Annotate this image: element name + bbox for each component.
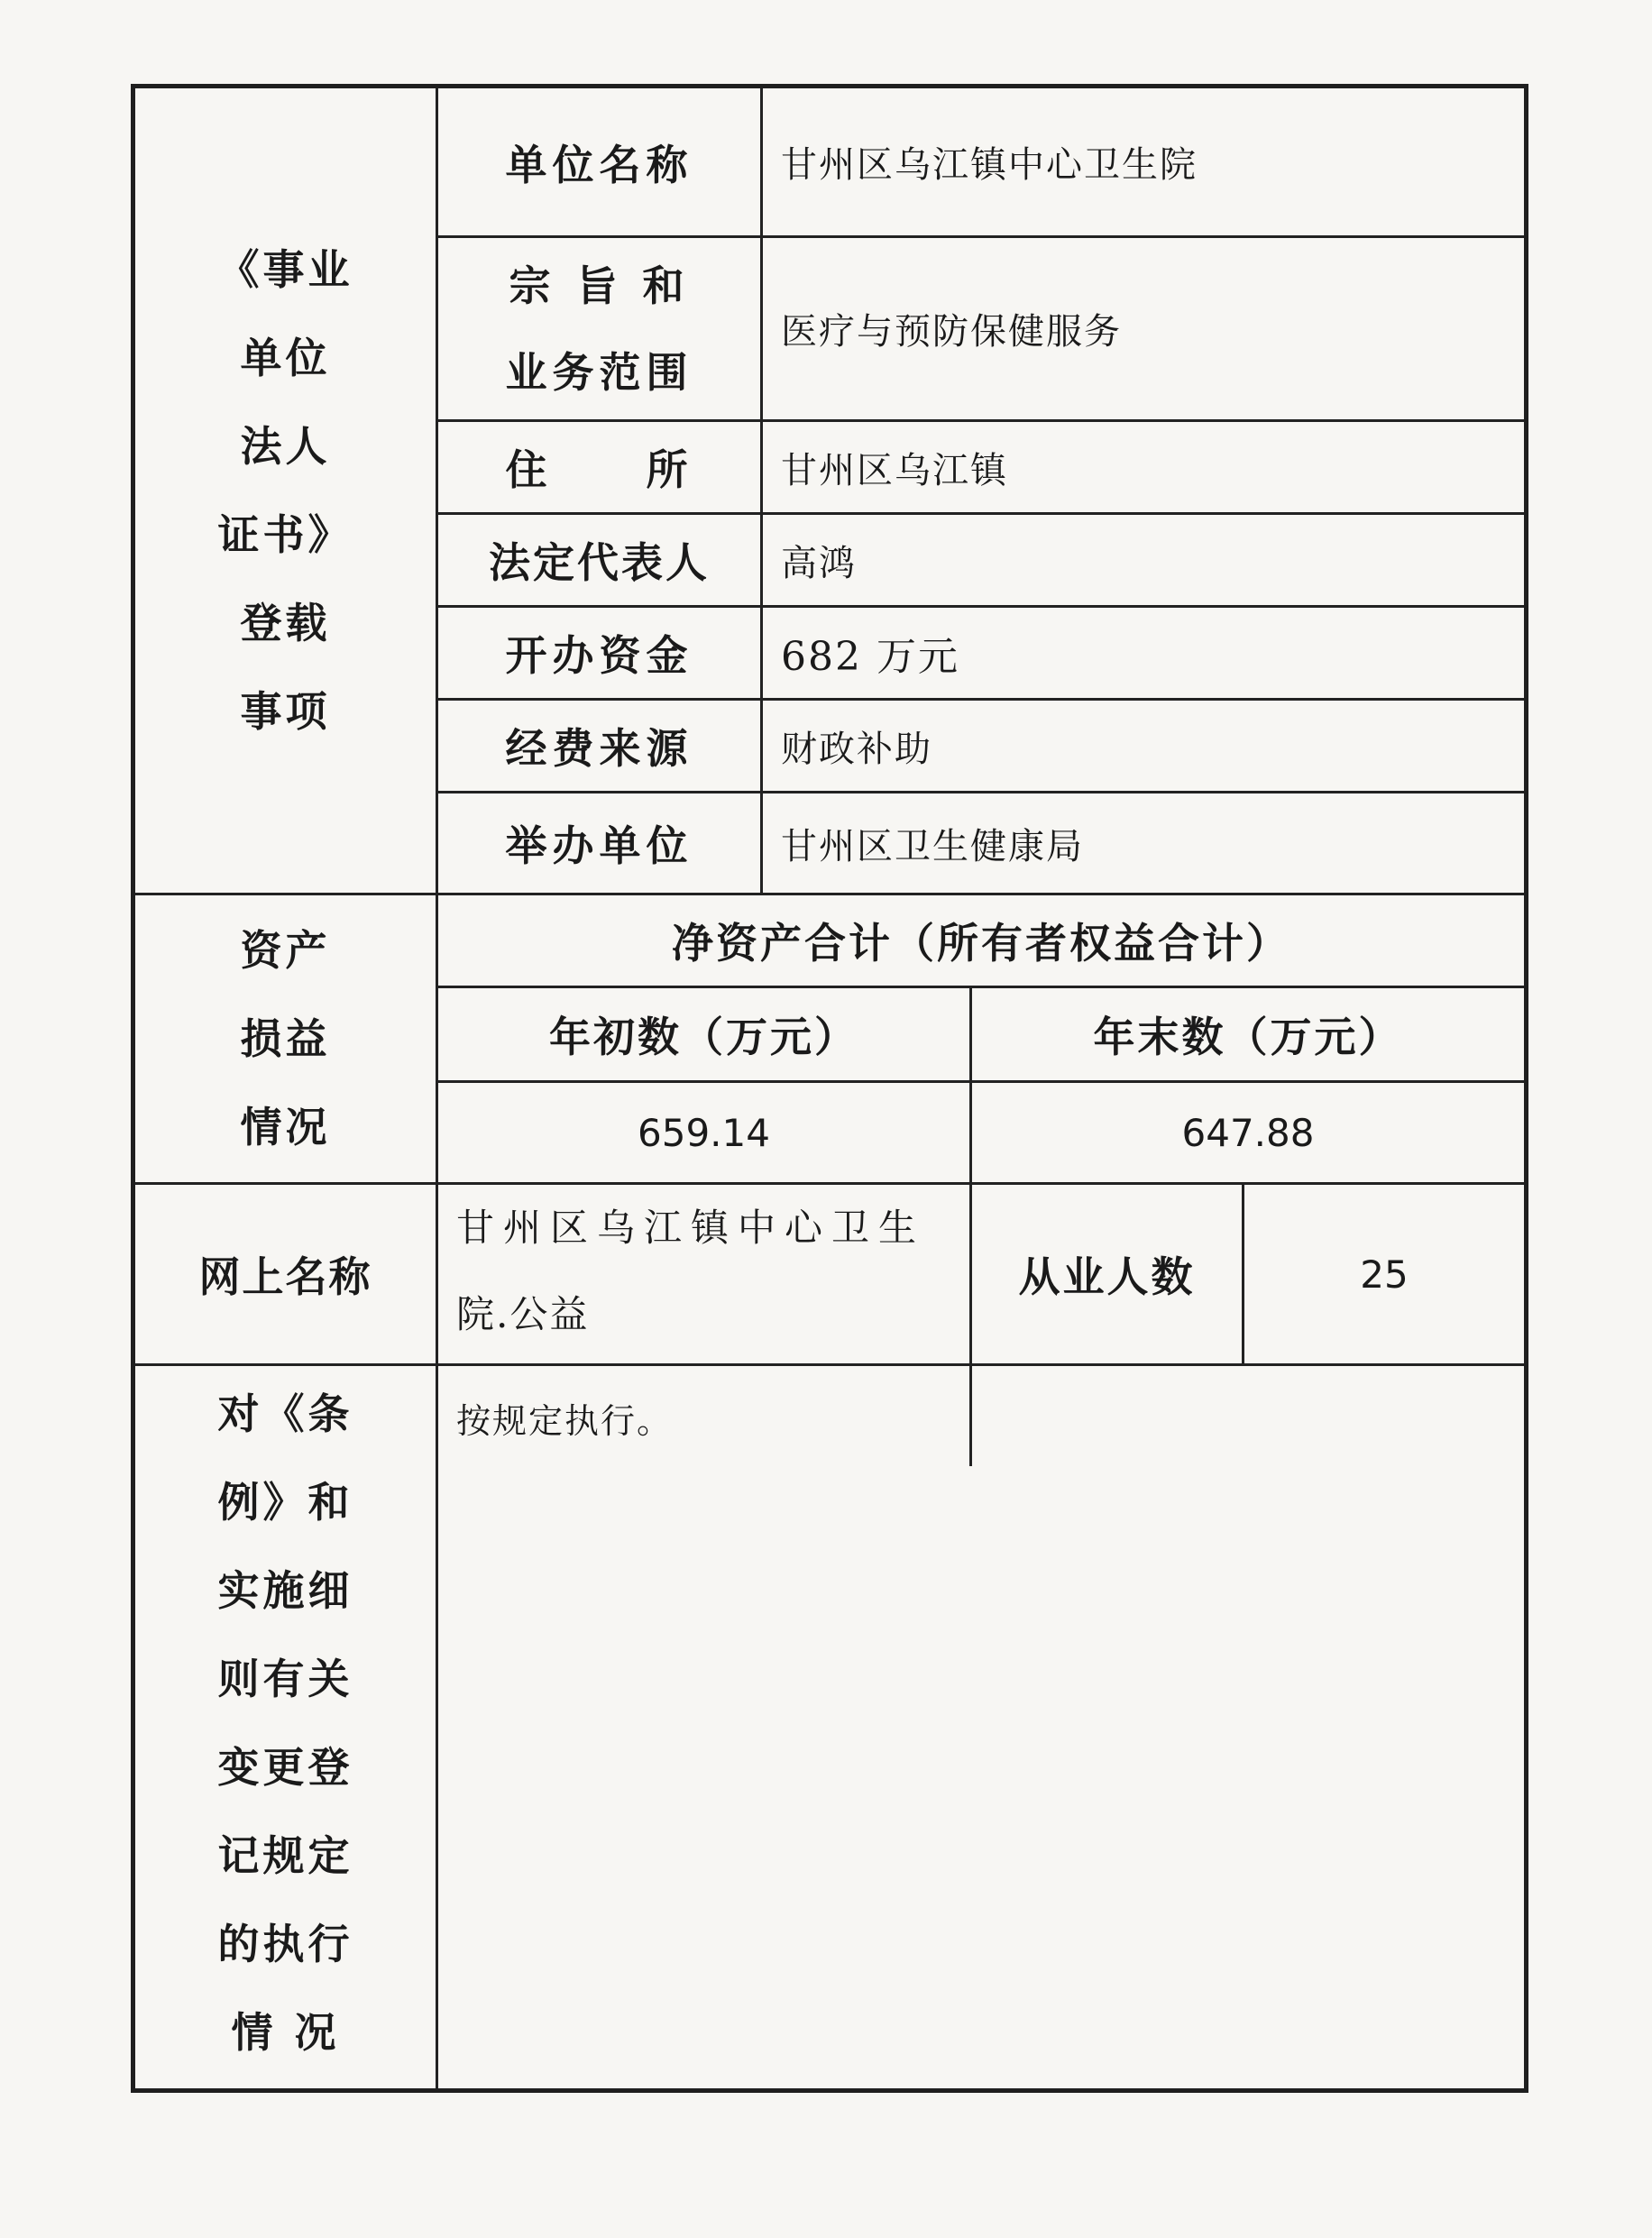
start-of-year-value: 659.14: [638, 1110, 770, 1155]
online-name-value: [438, 1185, 969, 1363]
label-line: 单位: [240, 334, 331, 382]
label-line: 损益: [240, 1014, 331, 1063]
registration-form-table: [131, 84, 1528, 2093]
label-line: 业务范围: [505, 347, 693, 397]
capital-label: 开办资金: [505, 631, 693, 680]
label-line: 《事业: [217, 245, 353, 294]
legal-rep-value: 高鸿: [781, 542, 857, 584]
label-line: 记规定: [217, 1831, 353, 1880]
label-line: 事项: [240, 687, 331, 736]
label-line: 例》和: [217, 1478, 353, 1527]
registration-section-label: [135, 88, 436, 893]
start-of-year-label: 年初数（万元）: [549, 1013, 858, 1061]
address-label: 住 所: [505, 445, 693, 494]
legal-rep-label: 法定代表人: [489, 538, 710, 587]
unit-name-label: 单位名称: [505, 140, 693, 189]
sponsor-label: 举办单位: [505, 821, 693, 870]
unit-name-value: 甘州区乌江镇中心卫生院: [781, 144, 1198, 186]
purpose-scope-label: [438, 238, 760, 419]
value-line: 甘州区乌江镇中心卫生: [456, 1206, 926, 1250]
online-name-label: 网上名称: [198, 1252, 372, 1301]
assets-section-label: [135, 895, 436, 1182]
label-line: 实施细: [217, 1566, 353, 1615]
label-line: 法人: [240, 422, 331, 471]
end-of-year-label: 年末数（万元）: [1093, 1013, 1403, 1061]
compliance-section-label: [135, 1366, 436, 2088]
label-line: 对《条: [217, 1390, 353, 1438]
end-of-year-value: 647.88: [1181, 1110, 1315, 1155]
label-line: 情况: [240, 1103, 331, 1151]
label-line: 宗 旨 和: [509, 261, 690, 310]
purpose-scope-value: 医疗与预防保健服务: [781, 311, 1122, 353]
label-line: 则有关: [217, 1655, 353, 1703]
label-line: 的执行: [217, 1920, 353, 1968]
label-line: 证书》: [217, 510, 353, 559]
funding-source-label: 经费来源: [505, 724, 693, 773]
funding-source-value: 财政补助: [781, 728, 932, 770]
value-line: 院.公益: [456, 1292, 590, 1336]
address-value: 甘州区乌江镇: [781, 449, 1008, 491]
compliance-value: 按规定执行。: [456, 1401, 674, 1441]
label-line: 情 况: [231, 2008, 340, 2057]
capital-value: 682 万元: [781, 634, 959, 680]
sponsor-value: 甘州区卫生健康局: [781, 825, 1084, 867]
label-line: 变更登: [217, 1743, 353, 1792]
staff-count-value: 25: [1360, 1252, 1409, 1297]
label-line: 登载: [240, 599, 331, 647]
staff-count-label: 从业人数: [1018, 1252, 1196, 1301]
label-line: 资产: [240, 926, 331, 975]
net-assets-header: 净资产合计（所有者权益合计）: [672, 919, 1290, 968]
